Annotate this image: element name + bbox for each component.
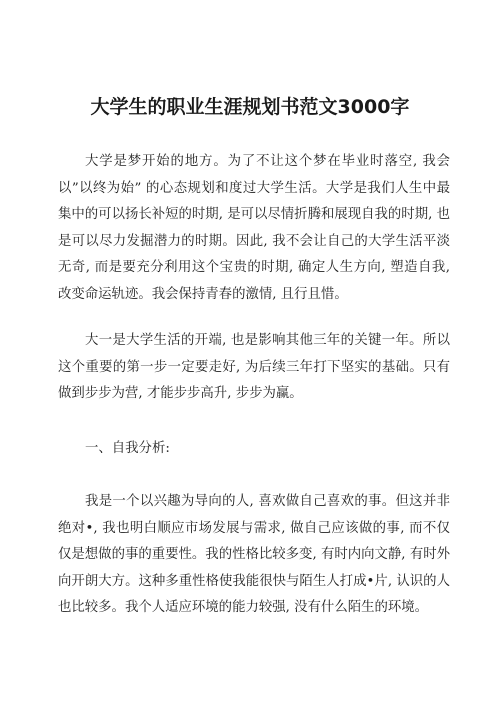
document-title: 大学生的职业生涯规划书范文3000字 [90, 96, 410, 118]
paragraph-self-analysis: 我是一个以兴趣为导向的人, 喜欢做自己喜欢的事。但这并非绝对•, 我也明白顺应市场发展与需求, 做自己应该做的事, 而不仅仅是想做的事的重要性。我的性格比较多变, 有时内向文静, 有时外向开朗大方。这种多重性格使我能很快与陌生人打成•片, 认识的人也比较多。我个人适应环境的能力较强, 没有什么陌生的环境。 [58, 494, 450, 616]
section-heading-self-analysis: 一、自我分析: [85, 441, 170, 456]
paragraph-intro: 大学是梦开始的地方。为了不让这个梦在毕业时落空, 我会以”以终为始” 的心态规划和度过大学生活。大学是我们人生中最集中的可以扬长补短的时期, 是可以尽情折腾和展现自我的时期, 也是可以尽力发掘潜力的时期。因此, 我不会让自己的大学生活平淡无奇, 而是要充分利用这个宝贵的时期, 确定人生方向, 塑造自我, 改变命运轨迹。我会保持青春的激情, 且行且惜。 [58, 154, 450, 302]
paragraph-freshman-year: 大一是大学生活的开端, 也是影响其他三年的关键一年。所以这个重要的第一步一定要走好, 为后续三年打下坚实的基础。只有做到步步为营, 才能步步高升, 步步为赢。 [58, 333, 450, 402]
